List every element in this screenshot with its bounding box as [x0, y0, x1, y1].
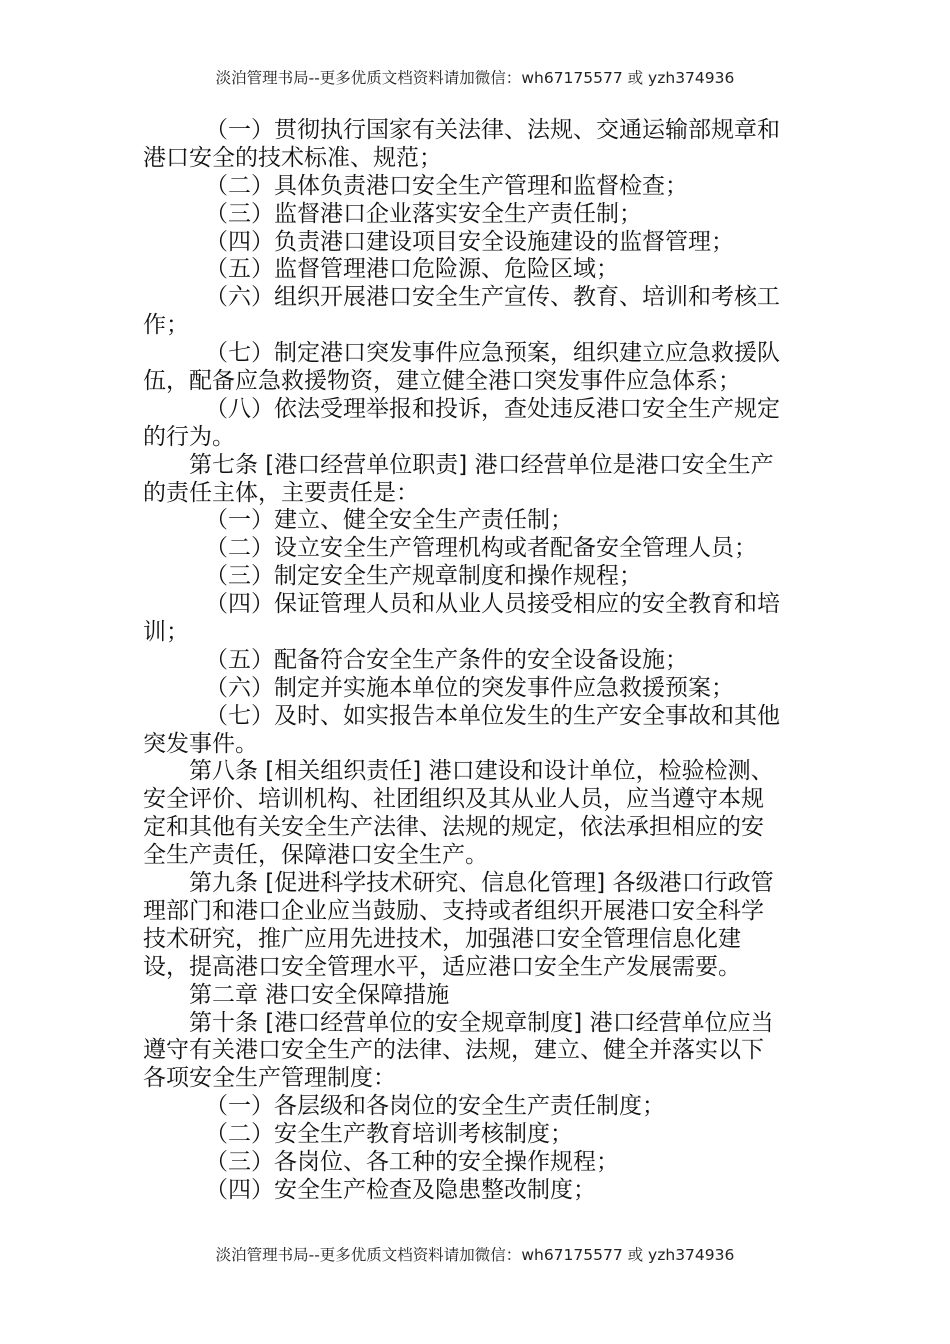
text-line: 港口安全的技术标准、规范；: [143, 144, 442, 171]
text-line: （一）贯彻执行国家有关法律、法规、交通运输部规章和: [205, 117, 780, 143]
text-line: （四）负责港口建设项目安全设施建设的监督管理；: [205, 228, 734, 255]
text-line: （三）各岗位、各工种的安全操作规程；: [205, 1148, 619, 1175]
document-body: [143, 117, 813, 1205]
text-line: （五）监督管理港口危险源、危险区域；: [205, 256, 619, 283]
text-line: 训；: [143, 619, 189, 646]
text-line: 遵守有关港口安全生产的法律、法规，建立、健全并落实以下: [143, 1037, 764, 1064]
text-line: 突发事件。: [143, 730, 258, 757]
text-line: 第七条 [港口经营单位职责] 港口经营单位是港口安全生产: [189, 451, 774, 478]
text-line: （二）设立安全生产管理机构或者配备安全管理人员；: [205, 535, 757, 562]
text-line: （七）及时、如实报告本单位发生的生产安全事故和其他: [205, 702, 780, 729]
page-footer: 淡泊管理书局--更多优质文档资料请加微信：wh67175577 或 yzh374936: [215, 1246, 735, 1264]
text-line: （一）各层级和各岗位的安全生产责任制度；: [205, 1093, 665, 1120]
text-line: 技术研究，推广应用先进技术，加强港口安全管理信息化建: [143, 925, 741, 952]
text-line: 第二章 港口安全保障措施: [189, 981, 450, 1008]
text-line: 设，提高港口安全管理水平，适应港口安全生产发展需要。: [143, 953, 741, 980]
text-line: 定和其他有关安全生产法律、法规的规定，依法承担相应的安: [143, 814, 764, 841]
text-line: （三）监督港口企业落实安全生产责任制；: [205, 200, 642, 227]
text-line: （六）组织开展港口安全生产宣传、教育、培训和考核工: [205, 284, 780, 311]
text-line: 全生产责任，保障港口安全生产。: [143, 842, 488, 869]
text-line: （一）建立、健全安全生产责任制；: [205, 507, 573, 534]
text-line: 伍，配备应急救援物资，建立健全港口突发事件应急体系；: [143, 368, 741, 395]
text-line: 理部门和港口企业应当鼓励、支持或者组织开展港口安全科学: [143, 897, 764, 924]
text-line: （五）配备符合安全生产条件的安全设备设施；: [205, 646, 688, 673]
text-line: 第十条 [港口经营单位的安全规章制度] 港口经营单位应当: [189, 1009, 774, 1036]
text-line: （七）制定港口突发事件应急预案，组织建立应急救援队: [205, 340, 780, 367]
text-line: （四）安全生产检查及隐患整改制度；: [205, 1176, 596, 1203]
text-line: （六）制定并实施本单位的突发事件应急救援预案；: [205, 674, 734, 701]
text-line: （四）保证管理人员和从业人员接受相应的安全教育和培: [205, 591, 780, 618]
text-line: （三）制定安全生产规章制度和操作规程；: [205, 563, 642, 590]
text-line: 作；: [143, 312, 189, 339]
text-line: （二）具体负责港口安全生产管理和监督检查；: [205, 172, 688, 199]
text-line: 的责任主体，主要责任是：: [143, 479, 419, 506]
text-line: 第八条 [相关组织责任] 港口建设和设计单位，检验检测、: [189, 758, 774, 785]
text-line: 安全评价、培训机构、社团组织及其从业人员，应当遵守本规: [143, 786, 764, 813]
page-header: 淡泊管理书局--更多优质文档资料请加微信：wh67175577 或 yzh374936: [215, 69, 735, 87]
text-line: （二）安全生产教育培训考核制度；: [205, 1121, 573, 1148]
text-line: 各项安全生产管理制度：: [143, 1065, 396, 1092]
text-line: 第九条 [促进科学技术研究、信息化管理] 各级港口行政管: [189, 870, 774, 897]
text-line: 的行为。: [143, 423, 235, 450]
text-line: （八）依法受理举报和投诉，查处违反港口安全生产规定: [205, 395, 780, 422]
